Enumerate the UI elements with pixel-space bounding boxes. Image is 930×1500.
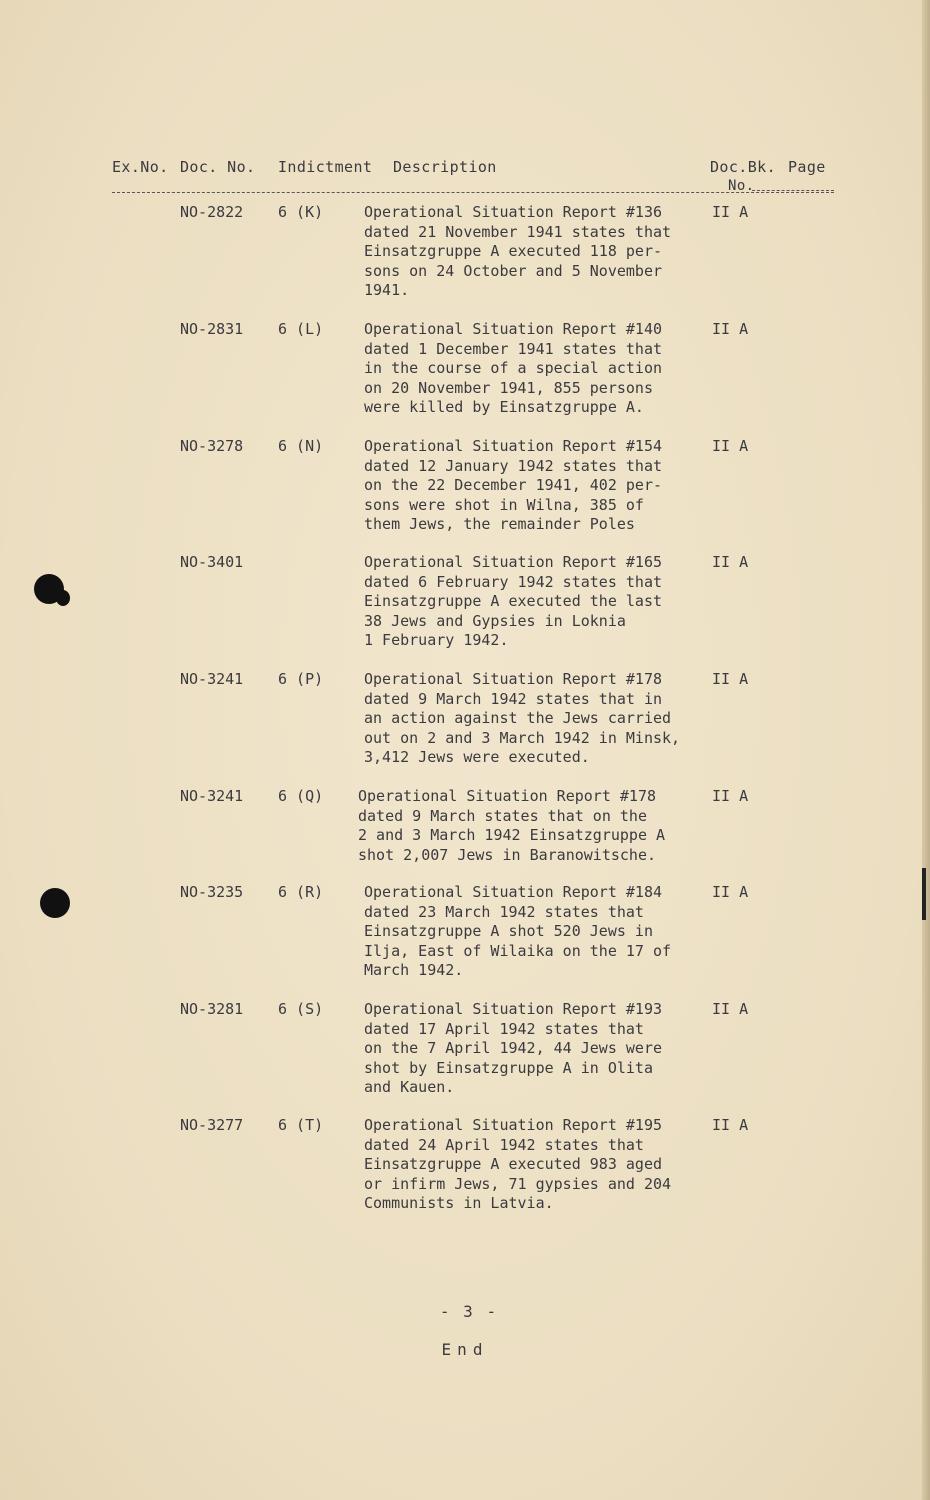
header-docbk: Doc.Bk. (710, 158, 777, 176)
page-number: - 3 - (439, 1302, 499, 1321)
indictment: 6 (P) (278, 670, 324, 688)
doc-book: II A (712, 1116, 749, 1134)
paper-edge (922, 0, 930, 1500)
header-exno: Ex.No. (112, 158, 169, 176)
end-label: End (441, 1340, 489, 1359)
indictment: 6 (L) (278, 320, 324, 338)
doc-book: II A (712, 883, 749, 901)
doc-book: II A (712, 437, 749, 455)
indictment: 6 (R) (278, 883, 324, 901)
edge-mark (922, 868, 926, 920)
header-description: Description (393, 158, 497, 176)
doc-number: NO-2822 (180, 203, 244, 221)
doc-number: NO-3241 (180, 787, 244, 805)
header-rule (752, 190, 834, 191)
description: Operational Situation Report #178 dated 9 March 1942 states that in an action against the Jews carried out on 2 and 3 March 1942 in Minsk, 3,412 Jews were executed. (364, 670, 681, 767)
indictment: 6 (Q) (278, 787, 324, 805)
header-docno: Doc. No. (180, 158, 256, 176)
doc-number: NO-3235 (180, 883, 244, 901)
doc-number: NO-3401 (180, 553, 244, 571)
header-rule (112, 192, 834, 193)
doc-number: NO-3278 (180, 437, 244, 455)
description: Operational Situation Report #178 dated 9 March states that on the 2 and 3 March 1942 Einsatzgruppe A shot 2,007 Jews in Baranowitsche. (358, 787, 666, 864)
punch-hole (40, 888, 70, 918)
indictment: 6 (K) (278, 203, 324, 221)
description: Operational Situation Report #193 dated 17 April 1942 states that on the 7 April 1942, 44 Jews were shot by Einsatzgruppe A in Olita and Kauen. (364, 1000, 663, 1097)
indictment: 6 (N) (278, 437, 324, 455)
doc-book: II A (712, 553, 749, 571)
description: Operational Situation Report #140 dated 1 December 1941 states that in the course of a special action on 20 November 1941, 855 persons were killed by Einsatzgruppe A. (364, 320, 663, 417)
doc-number: NO-3277 (180, 1116, 244, 1134)
indictment: 6 (T) (278, 1116, 324, 1134)
description: Operational Situation Report #165 dated 6 February 1942 states that Einsatzgruppe A executed the last 38 Jews and Gypsies in Loknia 1 February 1942. (364, 553, 663, 650)
header-page: Page (788, 158, 826, 176)
doc-number: NO-3281 (180, 1000, 244, 1018)
description: Operational Situation Report #195 dated 24 April 1942 states that Einsatzgruppe A executed 983 aged or infirm Jews, 71 gypsies and 204 Communists in Latvia. (364, 1116, 672, 1213)
punch-hole (56, 590, 70, 606)
doc-number: NO-2831 (180, 320, 244, 338)
doc-book: II A (712, 787, 749, 805)
header-docbk-no: No. (728, 178, 755, 194)
doc-book: II A (712, 203, 749, 221)
description: Operational Situation Report #136 dated 21 November 1941 states that Einsatzgruppe A executed 118 per- sons on 24 October and 5 November 1941. (364, 203, 672, 300)
doc-book: II A (712, 1000, 749, 1018)
doc-book: II A (712, 320, 749, 338)
indictment: 6 (S) (278, 1000, 324, 1018)
header-indictment: Indictment (278, 158, 373, 176)
description: Operational Situation Report #154 dated 12 January 1942 states that on the 22 December 1941, 402 per- sons were shot in Wilna, 385 of them Jews, the remainder Poles (364, 437, 663, 534)
doc-number: NO-3241 (180, 670, 244, 688)
doc-book: II A (712, 670, 749, 688)
description: Operational Situation Report #184 dated 23 March 1942 states that Einsatzgruppe A shot 520 Jews in Ilja, East of Wilaika on the 17 of March 1942. (364, 883, 672, 980)
